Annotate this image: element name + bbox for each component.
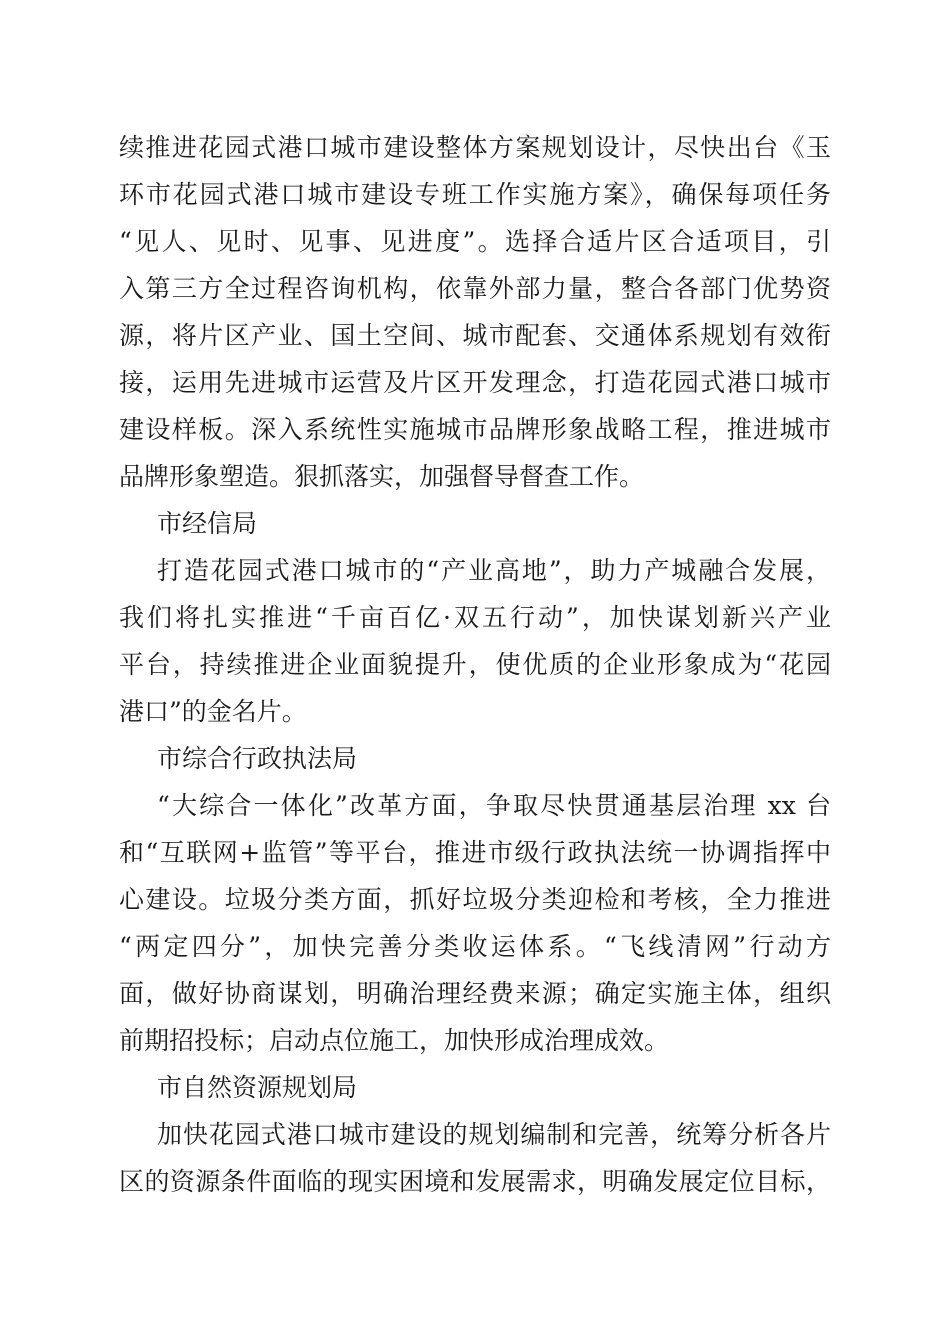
paragraph-line: 前期招投标；启动点位施工，加快形成治理成效。 xyxy=(119,1026,670,1055)
paragraph-line: 打造花园式港口城市的“产业高地”，助力产城融合发展， xyxy=(157,556,831,585)
section-heading-enforcement: 市综合行政执法局 xyxy=(157,744,358,773)
paragraph-line: 和“互联网+监管”等平台，推进市级行政执法统一协调指挥中 xyxy=(119,838,831,867)
paragraph-line: 港口”的金名片。 xyxy=(119,697,307,726)
section-heading-planning: 市自然资源规划局 xyxy=(157,1073,358,1102)
paragraph-line: 品牌形象塑造。狠抓落实，加强督导督查工作。 xyxy=(119,462,645,491)
paragraph-line: “见人、见时、见事、见进度”。选择合适片区合适项目，引 xyxy=(119,227,831,256)
paragraph-line: 我们将扎实推进“千亩百亿·双五行动”，加快谋划新兴产业 xyxy=(119,603,831,632)
paragraph-line: 源，将片区产业、国土空间、城市配套、交通体系规划有效衔 xyxy=(119,321,831,350)
section-heading-economy: 市经信局 xyxy=(157,509,258,538)
paragraph-line: 面，做好协商谋划，明确治理经费来源；确定实施主体，组织 xyxy=(119,979,831,1008)
paragraph-line: 续推进花园式港口城市建设整体方案规划设计，尽快出台《玉 xyxy=(119,133,831,162)
paragraph-line: “两定四分”，加快完善分类收运体系。“飞线清网”行动方 xyxy=(119,932,831,961)
paragraph-line: 心建设。垃圾分类方面，抓好垃圾分类迎检和考核，全力推进 xyxy=(119,885,831,914)
paragraph-line: 环市花园式港口城市建设专班工作实施方案》，确保每项任务 xyxy=(119,180,831,209)
paragraph-line: 平台，持续推进企业面貌提升，使优质的企业形象成为“花园 xyxy=(119,650,831,679)
paragraph-line: 建设样板。深入系统性实施城市品牌形象战略工程，推进城市 xyxy=(119,415,831,444)
paragraph-line: 入第三方全过程咨询机构，依靠外部力量，整合各部门优势资 xyxy=(119,274,831,303)
paragraph-line: 加快花园式港口城市建设的规划编制和完善，统筹分析各片 xyxy=(157,1120,831,1149)
paragraph-line: 区的资源条件面临的现实困境和发展需求，明确发展定位目标， xyxy=(119,1167,831,1196)
paragraph-line: “大综合一体化”改革方面，争取尽快贯通基层治理 xx 台 xyxy=(157,791,831,820)
paragraph-line: 接，运用先进城市运营及片区开发理念，打造花园式港口城市 xyxy=(119,368,831,397)
